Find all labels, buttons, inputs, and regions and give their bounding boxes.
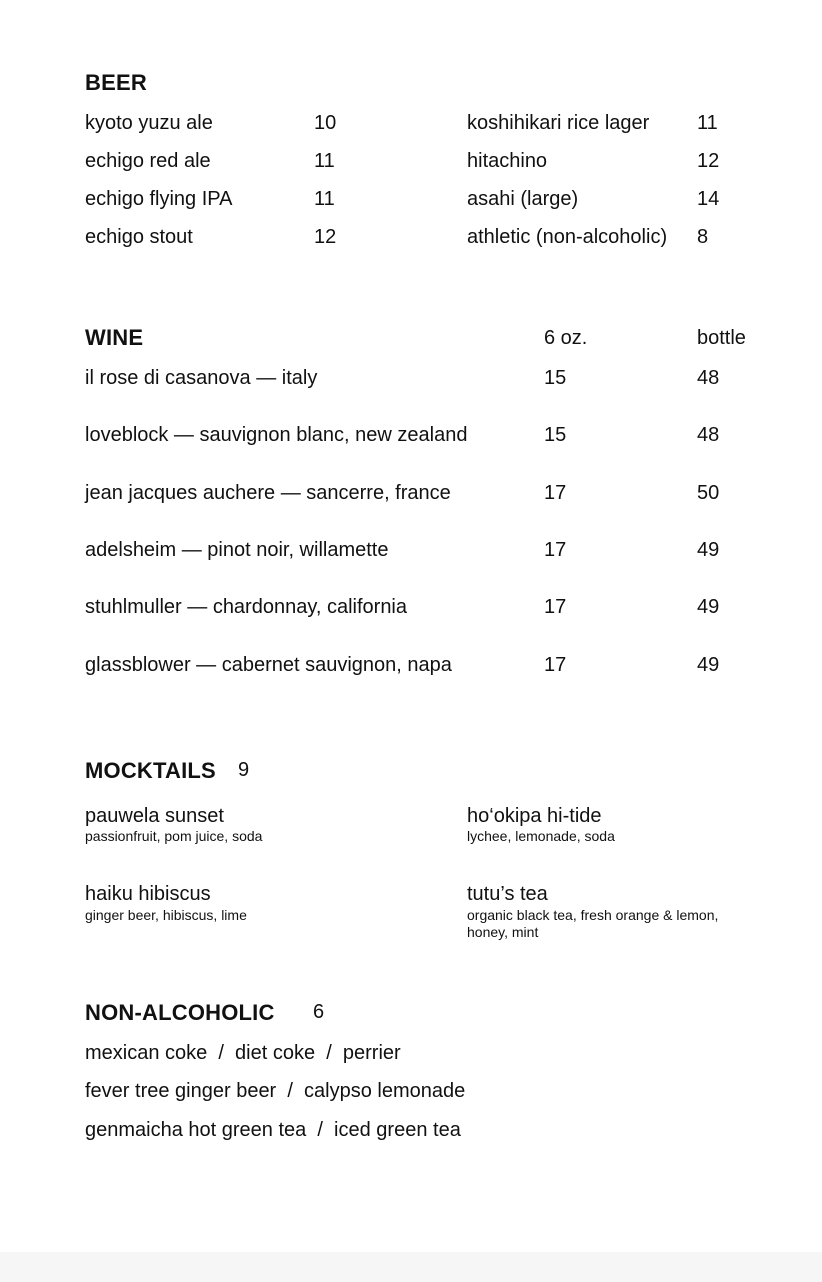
mocktail-description: organic black tea, fresh orange & lemon, xyxy=(467,907,719,923)
mocktail-description: ginger beer, hibiscus, lime xyxy=(85,907,247,923)
wine-bottle-price: 49 xyxy=(697,539,720,561)
page-bottom-shade xyxy=(0,1252,822,1282)
mocktails-price: 9 xyxy=(238,759,250,781)
non-alcoholic-line: genmaicha hot green tea / iced green tea xyxy=(85,1119,461,1141)
wine-item-name: stuhlmuller — chardonnay, california xyxy=(85,596,408,618)
beer-item-name: echigo flying IPA xyxy=(85,188,233,210)
mocktail-description: honey, mint xyxy=(467,924,539,940)
beer-item-price: 11 xyxy=(697,112,718,134)
beer-item-name: athletic (non-alcoholic) xyxy=(467,226,668,248)
beer-item-name: kyoto yuzu ale xyxy=(85,112,213,134)
wine-heading: WINE xyxy=(85,325,144,350)
wine-item-name: glassblower — cabernet sauvignon, napa xyxy=(85,654,452,676)
wine-item-name: adelsheim — pinot noir, willamette xyxy=(85,539,389,561)
beer-item-price: 14 xyxy=(697,188,720,210)
wine-glass-price: 17 xyxy=(544,654,567,676)
mocktail-name: haiku hibiscus xyxy=(85,883,211,905)
beer-item-price: 11 xyxy=(314,188,335,210)
wine-glass-price: 15 xyxy=(544,367,567,389)
wine-bottle-price: 50 xyxy=(697,482,720,504)
wine-glass-price: 15 xyxy=(544,424,567,446)
mocktail-name: ho‘okipa hi-tide xyxy=(467,805,602,827)
beer-item-name: asahi (large) xyxy=(467,188,579,210)
wine-bottle-price: 49 xyxy=(697,654,720,676)
beer-item-name: echigo red ale xyxy=(85,150,211,172)
mocktail-description: lychee, lemonade, soda xyxy=(467,828,615,844)
mocktail-name: tutu’s tea xyxy=(467,883,548,905)
non-alcoholic-line: fever tree ginger beer / calypso lemonade xyxy=(85,1080,466,1102)
mocktail-description: passionfruit, pom juice, soda xyxy=(85,828,263,844)
non-alcoholic-line: mexican coke / diet coke / perrier xyxy=(85,1042,401,1064)
beer-item-price: 11 xyxy=(314,150,335,172)
wine-item-name: jean jacques auchere — sancerre, france xyxy=(85,482,451,504)
beer-item-name: koshihikari rice lager xyxy=(467,112,650,134)
mocktail-name: pauwela sunset xyxy=(85,805,224,827)
wine-glass-price: 17 xyxy=(544,539,567,561)
beer-item-name: hitachino xyxy=(467,150,548,172)
wine-item-name: il rose di casanova — italy xyxy=(85,367,318,389)
non-alcoholic-heading: NON-ALCOHOLIC xyxy=(85,1000,275,1025)
mocktails-heading: MOCKTAILS xyxy=(85,758,216,783)
wine-bottle-price: 48 xyxy=(697,367,720,389)
beer-item-price: 12 xyxy=(314,226,337,248)
wine-glass-price: 17 xyxy=(544,596,567,618)
wine-bottle-price: 49 xyxy=(697,596,720,618)
beer-item-price: 8 xyxy=(697,226,709,248)
wine-bottle-price: 48 xyxy=(697,424,720,446)
wine-bottle-column-header: bottle xyxy=(697,327,746,349)
beer-item-price: 10 xyxy=(314,112,337,134)
beer-item-price: 12 xyxy=(697,150,720,172)
wine-item-name: loveblock — sauvignon blanc, new zealand xyxy=(85,424,468,446)
non-alcoholic-price: 6 xyxy=(313,1001,325,1023)
wine-glass-price: 17 xyxy=(544,482,567,504)
beer-item-name: echigo stout xyxy=(85,226,193,248)
wine-glass-column-header: 6 oz. xyxy=(544,327,588,349)
beer-heading: BEER xyxy=(85,70,147,95)
